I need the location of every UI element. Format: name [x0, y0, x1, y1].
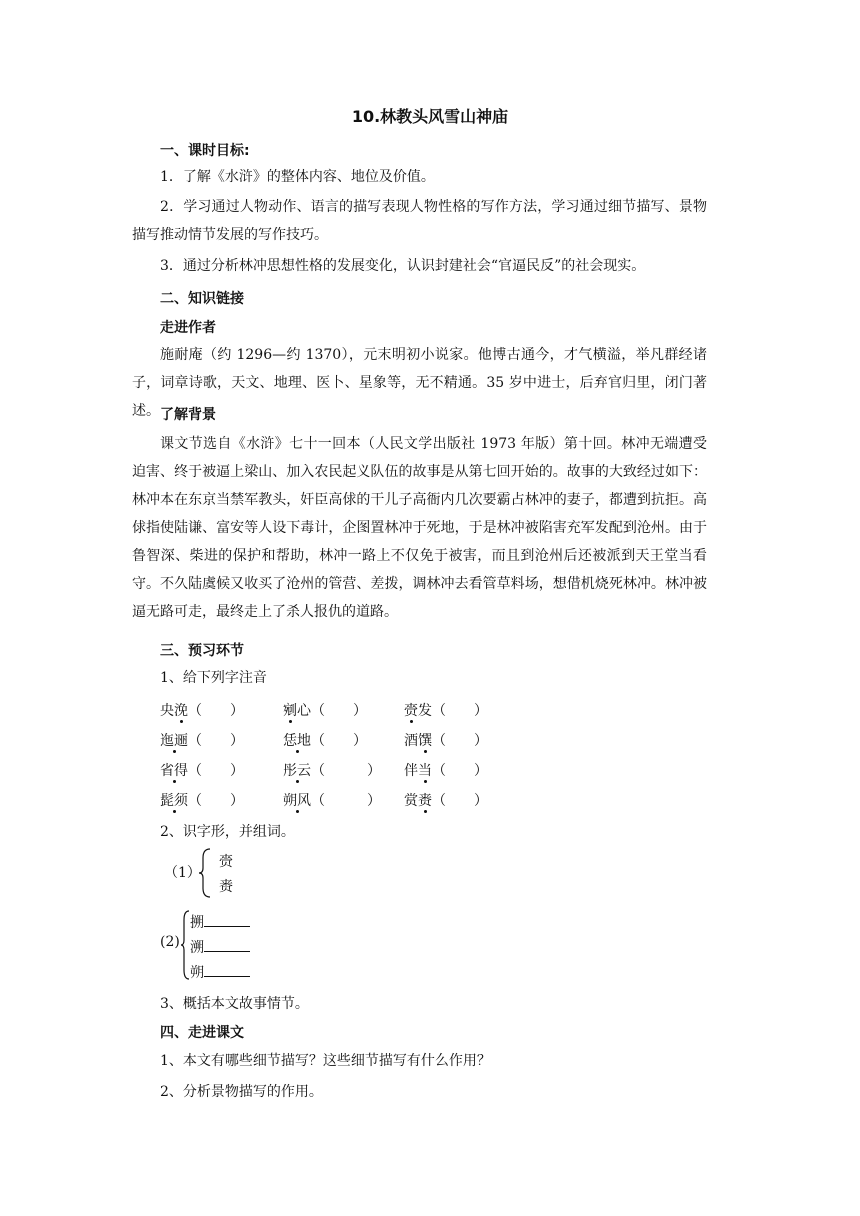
pinyin-item: 央浼（ ） [160, 703, 244, 719]
pinyin-item: 剜心（ ） [283, 703, 367, 719]
pinyin-item: 朔风（ ） [283, 793, 381, 809]
section-knowledge-heading: 二、知识链接 [160, 291, 244, 307]
pinyin-item: 赍发（ ） [404, 703, 488, 719]
pinyin-item: 酒馔（ ） [404, 733, 488, 749]
author-paragraph: 施耐庵（约 1296—约 1370），元末明初小说家。他博古通今，才气横溢，举凡群经诸子，词章诗歌，天文、地理、医卜、星象等，无不精通。35 岁中进士，后弃官归里，闭门著述。 [132, 347, 707, 419]
goal-item-1: 1．了解《水浒》的整体内容、地位及价值。 [160, 169, 435, 185]
pinyin-item: 髭须（ ） [160, 793, 244, 809]
pinyin-item: 赏赉（ ） [404, 793, 488, 809]
section-text-heading: 四、走进课文 [160, 1025, 244, 1041]
question-pinyin: 1、给下列字注音 [160, 670, 267, 686]
group-2-label: (2) [160, 934, 180, 950]
pinyin-item: 恁地（ ） [283, 733, 367, 749]
group-2-item: 朔 [190, 962, 250, 982]
author-heading: 走进作者 [160, 320, 216, 336]
background-heading: 了解背景 [160, 407, 216, 423]
goal-item-3: 3．通过分析林冲思想性格的发展变化，认识封建社会“官逼民反”的社会现实。 [160, 258, 646, 274]
group-1-label: （1） [164, 865, 201, 881]
question-scenery: 2、分析景物描写的作用。 [160, 1084, 323, 1100]
document-title: 10.林教头风雪山神庙 [351, 107, 509, 126]
brace-icon [198, 848, 212, 898]
question-word-forms: 2、识字形，并组词。 [160, 824, 295, 840]
group-1-char: 赉 [219, 879, 233, 895]
question-details: 1、本文有哪些细节描写？这些细节描写有什么作用？ [160, 1053, 491, 1069]
section-preview-heading: 三、预习环节 [160, 643, 244, 659]
goal-item-2: 2．学习通过人物动作、语言的描写表现人物性格的写作方法，学习通过细节描写、景物描写推动情节发展的写作技巧。 [132, 199, 707, 243]
section-goals-heading: 一、课时目标: [160, 143, 250, 159]
brace-icon [180, 910, 190, 980]
group-2-item: 搠 [190, 912, 250, 932]
pinyin-item: 迤逦（ ） [160, 733, 244, 749]
pinyin-item: 伴当（ ） [404, 763, 488, 779]
question-summary: 3、概括本文故事情节。 [160, 996, 309, 1012]
group-2-item: 溯 [190, 937, 250, 957]
background-paragraph: 课文节选自《水浒》七十一回本（人民文学出版社 1973 年版）第十回。林冲无端遭受迫害、终于被逼上梁山、加入农民起义队伍的故事是从第七回开始的。故事的大致经过如下：林冲本在东京当禁军教头，奸臣高俅的干儿子高衙内几次要霸占林冲的妻子，都遭到抗拒。高俅指使陆谦、富安等人设下毒计，企图置林冲于死地，于是林冲被陷害充军发配到沧州。由于鲁智深、柴进的保护和帮助，林冲一路上不仅免于被害，而且到沧州后还被派到天王堂当看守。不久陆虞候又收买了沧州的管营、差拨，调林冲去看管草料场，想借机烧死林冲。林冲被逼无路可走，最终走上了杀人报仇的道路。 [132, 436, 707, 620]
pinyin-item: 省得（ ） [160, 763, 244, 779]
group-1-char: 赍 [219, 854, 233, 870]
pinyin-item: 彤云（ ） [283, 763, 381, 779]
